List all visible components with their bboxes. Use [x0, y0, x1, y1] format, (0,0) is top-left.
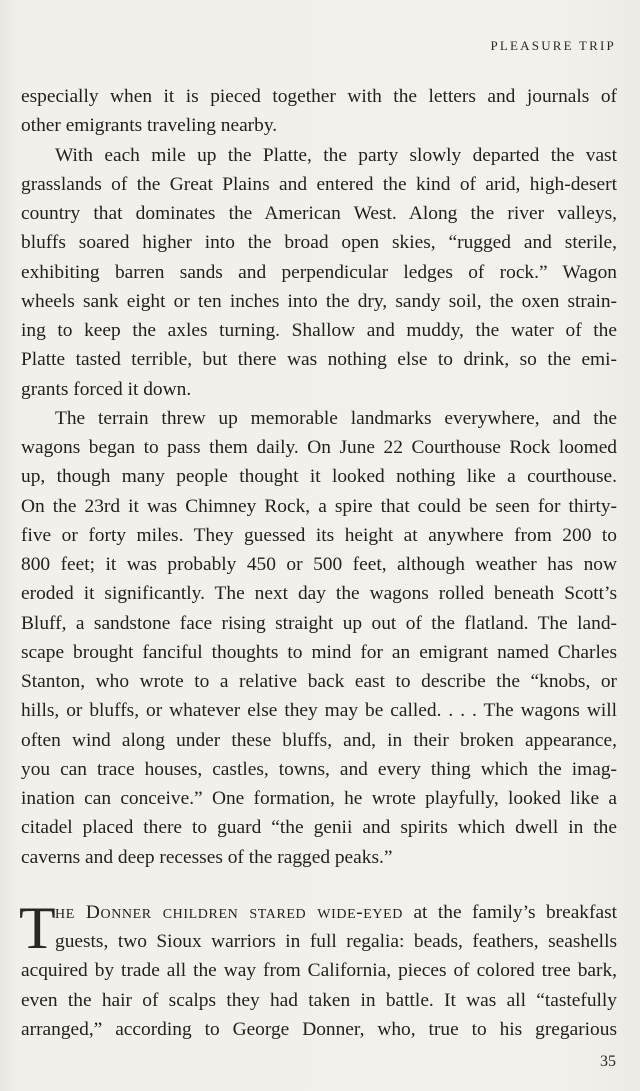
body-text: [21, 82, 617, 1044]
text-line: you can trace houses, castles, towns, and every thing which the imag-: [21, 758, 617, 780]
running-head: PLEASURE TRIP: [490, 38, 616, 53]
text-line: ing to keep the axles turning. Shallow and muddy, the water of the: [21, 320, 617, 341]
page-number: 35: [600, 1053, 616, 1070]
text-line: Platte tasted terrible, but there was nothing else to drink, so the emi-: [21, 349, 617, 371]
text-line: bluffs soared higher into the broad open skies, “rugged and sterile,: [21, 232, 617, 254]
drop-cap: T: [19, 894, 56, 961]
text-line: 800 feet; it was probably 450 or 500 feet, although weather has now: [21, 554, 617, 575]
text-line: grasslands of the Great Plains and entered the kind of arid, high-desert: [21, 173, 617, 195]
text-line: other emigrants traveling nearby.: [21, 115, 278, 137]
text-line: On the 23rd it was Chimney Rock, a spire that could be seen for thirty-: [21, 495, 617, 517]
text-line: With each mile up the Platte, the party slowly departed the vast: [55, 144, 617, 166]
small-caps-lead: he Donner children stared wide-eyed: [55, 901, 404, 923]
text-line: ination can conceive.” One formation, he wrote playfully, looked like a: [21, 788, 617, 809]
text-line: arranged,” according to George Donner, who, true to his gregarious: [21, 1018, 617, 1040]
text-line: up, though many people thought it looked nothing like a courthouse.: [21, 466, 617, 488]
text-line: The terrain threw up memorable landmarks everywhere, and the: [55, 407, 617, 429]
text-line: especially when it is pieced together with the letters and journals of: [21, 86, 617, 107]
text-line: eroded it significantly. The next day the wagons rolled beneath Scott’s: [21, 583, 617, 605]
text-line: grants forced it down.: [21, 378, 192, 400]
text-line: acquired by trade all the way from California, pieces of colored tree bark,: [21, 960, 617, 982]
text-line: hills, or bluffs, or whatever else they may be called. . . . The wagons will: [21, 700, 617, 722]
text-line: caverns and deep recesses of the ragged peaks.”: [21, 846, 393, 868]
text-line: often wind along under these bluffs, and, in their broken appearance,: [21, 729, 617, 751]
text-line: exhibiting barren sands and perpendicular ledges of rock.” Wagon: [21, 261, 617, 283]
text-line: wheels sank eight or ten inches into the dry, sandy soil, the oxen strain-: [21, 290, 617, 312]
text-run: at the family’s breakfast: [403, 901, 618, 923]
text-line: guests, two Sioux warriors in full regalia: beads, feathers, seashells: [55, 931, 617, 952]
text-line: scape brought fanciful thoughts to mind for an emigrant named Charles: [21, 641, 617, 663]
section-break: [21, 872, 617, 898]
text-run: [21, 902, 617, 923]
text-line: country that dominates the American West. Along the river valleys,: [21, 203, 617, 224]
text-line: citadel placed there to guard “the genii and spirits which dwell in the: [21, 817, 617, 839]
text-line: five or forty miles. They guessed its height at anywhere from 200 to: [21, 524, 617, 546]
text-line: Stanton, who wrote to a relative back east to describe the “knobs, or: [21, 671, 617, 692]
text-line: even the hair of scalps they had taken in battle. It was all “tastefully: [21, 989, 617, 1011]
text-line: wagons began to pass them daily. On June 22 Courthouse Rock loomed: [21, 437, 617, 458]
text-line: Bluff, a sandstone face rising straight up out of the flatland. The land-: [21, 612, 617, 634]
